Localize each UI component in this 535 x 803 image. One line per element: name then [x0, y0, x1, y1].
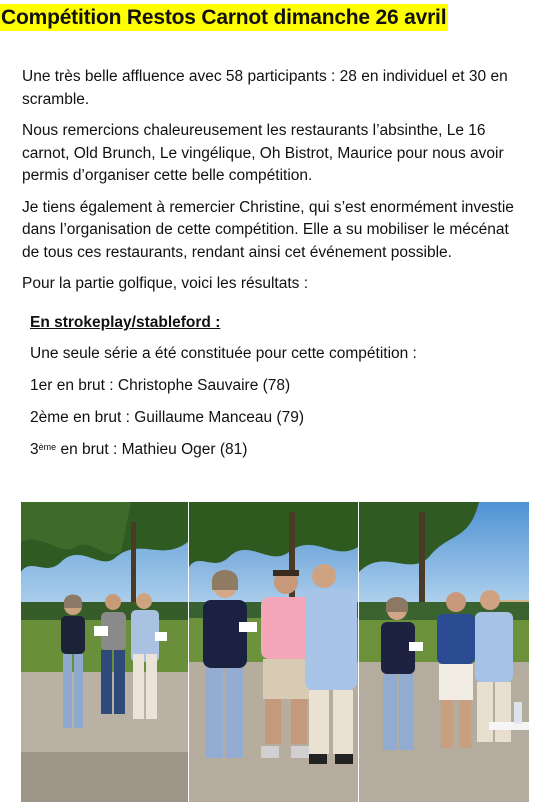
paragraph-line: Nous remercions chaleureusement les restaurants l’absinthe, Le 16 [22, 122, 486, 139]
page-title [0, 4, 448, 31]
paragraph-line: carnot, Old Brunch, Le vingélique, Oh Bistrot, Maurice pour nous avoir [22, 144, 504, 162]
photo-2-image [189, 502, 358, 802]
result-first: 1er en brut : Christophe Sauvaire (78) [30, 377, 291, 394]
paragraph-line: dans l’organisation de cette compétition. Elle a su mobiliser le mécénat [22, 221, 509, 238]
paragraph-line: Une très belle affluence avec 58 participants : 28 en individuel et 30 en [22, 68, 508, 85]
photo-1-image [21, 502, 188, 802]
intro-text [22, 66, 535, 305]
result-third-suffix: ème [38, 442, 57, 452]
paragraph-thanks-restaurants [22, 120, 535, 188]
photo-3 [359, 502, 529, 802]
results-section [30, 312, 417, 471]
paragraph-thanks-christine [22, 197, 535, 265]
photo-2 [189, 502, 358, 802]
paragraph-line: de tous ces restaurants, rendant ainsi cet événement possible. [22, 243, 452, 261]
photo-1 [21, 502, 188, 802]
paragraph-participants [22, 66, 535, 111]
result-second: 2ème en brut : Guillaume Manceau (79) [30, 409, 304, 426]
photo-3-image [359, 502, 529, 802]
result-third-text: en brut : Mathieu Oger (81) [56, 441, 248, 458]
paragraph-line: permis d’organiser cette belle compétition. [22, 167, 313, 184]
series-note: Une seule série a été constituée pour cette compétition : [30, 345, 417, 362]
paragraph-line: Je tiens également à remercier Christine, qui s’est enormément investie [22, 198, 514, 216]
result-third-rank: 3 [30, 441, 39, 458]
paragraph-results-intro [22, 273, 535, 296]
paragraph-line: scramble. [22, 90, 90, 108]
result-third [30, 439, 417, 461]
results-heading: En strokeplay/stableford : [30, 314, 221, 331]
paragraph-line: Pour la partie golfique, voici les résultats : [22, 275, 309, 292]
page-title-text: Compétition Restos Carnot dimanche 26 avril [1, 6, 447, 29]
